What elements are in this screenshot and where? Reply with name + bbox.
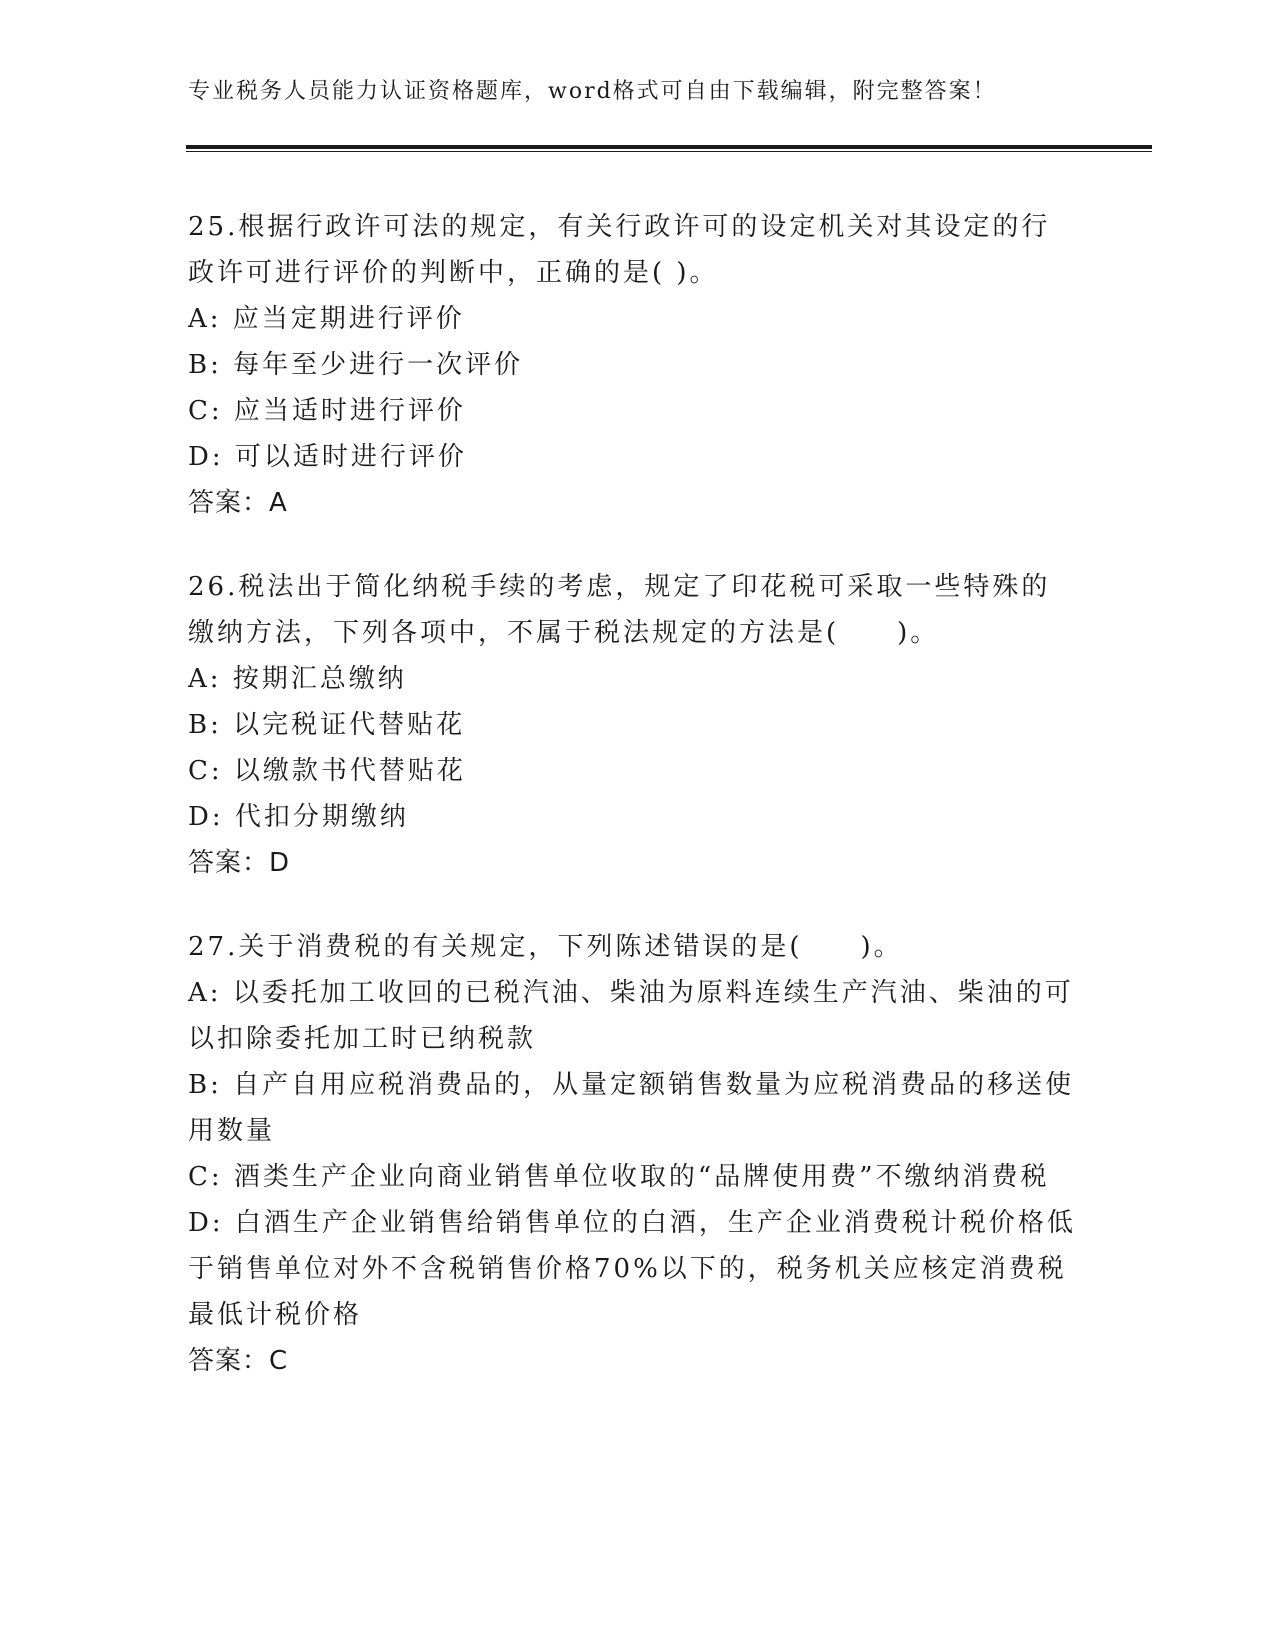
question-26 bbox=[188, 564, 1078, 886]
option-c: C: 酒类生产企业向商业销售单位收取的“品牌使用费”不缴纳消费税 bbox=[188, 1162, 1050, 1192]
header-rule-thin bbox=[186, 151, 1152, 152]
option-a: A: 以委托加工收回的已税汽油、柴油为原料连续生产汽油、柴油的可以扣除委托加工时已纳税款 bbox=[188, 978, 1074, 1054]
option-b: B: 每年至少进行一次评价 bbox=[188, 350, 524, 380]
option-a: A: 应当定期进行评价 bbox=[188, 304, 465, 334]
option-c: C: 应当适时进行评价 bbox=[188, 396, 466, 426]
option-c: C: 以缴款书代替贴花 bbox=[188, 756, 466, 786]
answer-label: 答案：A bbox=[188, 488, 288, 518]
question-list bbox=[188, 204, 1078, 1422]
option-b: B: 自产自用应税消费品的，从量定额销售数量为应税消费品的移送使用数量 bbox=[188, 1070, 1075, 1146]
option-b: B: 以完税证代替贴花 bbox=[188, 710, 466, 740]
answer-label: 答案：C bbox=[188, 1346, 289, 1376]
question-stem: 26.税法出于简化纳税手续的考虑，规定了印花税可采取一些特殊的缴纳方法，下列各项中，不属于税法规定的方法是( )。 bbox=[188, 572, 1051, 648]
option-a: A: 按期汇总缴纳 bbox=[188, 664, 407, 694]
header-rule-thick bbox=[186, 145, 1152, 149]
question-stem: 25.根据行政许可法的规定，有关行政许可的设定机关对其设定的行政许可进行评价的判断中，正确的是( )。 bbox=[188, 212, 1051, 288]
option-d: D: 白酒生产企业销售给销售单位的白酒，生产企业消费税计税价格低于销售单位对外不含税销售价格70%以下的，税务机关应核定消费税最低计税价格 bbox=[188, 1208, 1076, 1330]
option-d: D: 可以适时进行评价 bbox=[188, 442, 467, 472]
question-stem: 27.关于消费税的有关规定，下列陈述错误的是( )。 bbox=[188, 932, 903, 962]
option-d: D: 代扣分期缴纳 bbox=[188, 802, 409, 832]
answer-label: 答案：D bbox=[188, 848, 291, 878]
question-25 bbox=[188, 204, 1078, 526]
page-header: 专业税务人员能力认证资格题库，word格式可自由下载编辑，附完整答案！ bbox=[188, 79, 997, 104]
question-27 bbox=[188, 924, 1078, 1384]
